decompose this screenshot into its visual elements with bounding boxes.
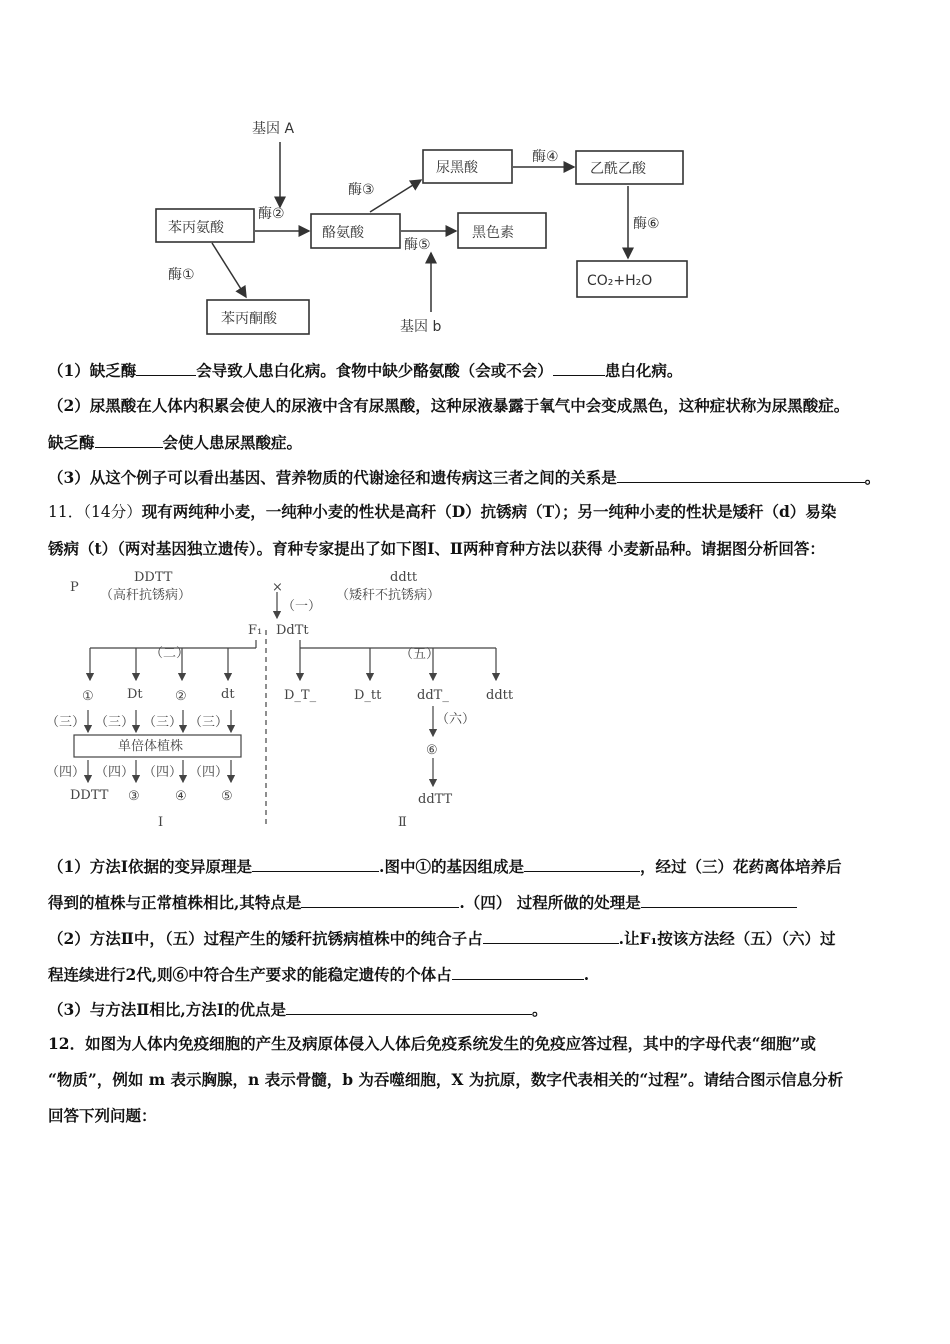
- offspring-3: ③: [128, 789, 140, 804]
- step4-label-1: （四）: [46, 765, 86, 780]
- step3-label-2: （三）: [95, 715, 135, 730]
- cross-symbol: ×: [272, 580, 283, 595]
- haploid-label: 单倍体植株: [118, 739, 184, 754]
- p-label: P: [70, 580, 79, 595]
- enzyme2-label: 酶②: [258, 206, 285, 222]
- q11-intro-line1: 11．（14分）现有两纯种小麦，一纯种小麦的性状是高秆（D）抗锈病（T）；另一纯种小麦的性状是矮秆（d）易染: [48, 502, 837, 521]
- gamete-1: ①: [82, 689, 94, 704]
- step4-label-2: （四）: [95, 765, 135, 780]
- breeding-diagram: [0, 560, 950, 840]
- parent2-genotype: ddtt: [390, 570, 418, 585]
- answer-blank[interactable]: [252, 856, 379, 872]
- gene-a-label: 基因 A: [252, 121, 295, 137]
- answer-blank[interactable]: [95, 432, 163, 448]
- parent2-phenotype: （矮秆不抗锈病）: [336, 588, 441, 603]
- q12-line1: 12．如图为人体内免疫细胞的产生及病原体侵入人体后免疫系统发生的免疫应答过程，其中的字母代表“细胞”或: [48, 1034, 816, 1053]
- f1-label: F₁: [248, 623, 263, 638]
- melanin-label: 黑色素: [472, 225, 514, 241]
- answer-blank[interactable]: [553, 360, 605, 376]
- arrow-enzyme1: [212, 243, 246, 297]
- answer-blank[interactable]: [452, 964, 584, 980]
- step2-label: （二）: [150, 646, 190, 661]
- parent1-genotype: DDTT: [134, 570, 173, 585]
- offspring-6: ⑥: [426, 743, 438, 758]
- result-4: ddtt: [486, 688, 514, 703]
- co2-label: CO₂+H₂O: [587, 273, 653, 289]
- f1-genotype: DdTt: [276, 623, 309, 638]
- q11-sub2-cont: 程连续进行2代,则⑥中符合生产要求的能稳定遗传的个体占 .: [48, 965, 590, 984]
- metabolic-pathway-diagram: [0, 0, 950, 350]
- step3-label-3: （三）: [143, 715, 183, 730]
- enzyme4-label: 酶④: [532, 149, 559, 165]
- enzyme5-label: 酶⑤: [404, 237, 431, 253]
- phenylalanine-label: 苯丙氨酸: [168, 220, 224, 236]
- method-1-label: Ⅰ: [158, 815, 164, 830]
- answer-blank[interactable]: [301, 892, 459, 908]
- step1-label: （一）: [282, 599, 322, 614]
- q10-part2-cont: 缺乏酶 会使人患尿黑酸症。: [48, 433, 303, 452]
- step6-label: （六）: [436, 712, 476, 727]
- result-2: D_tt: [354, 688, 382, 703]
- q11-sub1-cont: 得到的植株与正常植株相比,其特点是 .（四） 过程所做的处理是: [48, 892, 797, 913]
- q12-line2: “物质”，例如 m 表示胸腺，n 表示骨髓，b 为吞噬细胞，X 为抗原，数字代表相关的“过程”。请结合图示信息分析: [48, 1070, 844, 1089]
- q11-intro-line2: 锈病（t）（两对基因独立遗传）。育种专家提出了如下图Ⅰ、Ⅱ两种育种方法以获得 小麦新品种。请据图分析回答：: [48, 539, 825, 558]
- answer-blank[interactable]: [641, 892, 797, 908]
- enzyme3-label: 酶③: [348, 182, 375, 198]
- phenylpyruvic-label: 苯丙酮酸: [221, 311, 277, 327]
- offspring-4: ④: [175, 789, 187, 804]
- acetoacetic-label: 乙酰乙酸: [590, 161, 646, 177]
- step5-label: （五）: [400, 647, 440, 662]
- gamete-4: dt: [221, 687, 235, 702]
- offspring-5: ⑤: [221, 789, 233, 804]
- offspring-ddtt-i: DDTT: [70, 788, 109, 803]
- q11-sub2: （2）方法Ⅱ中，（五）过程产生的矮秆抗锈病植株中的纯合子占 .让F₁按该方法经（五）（六）过: [48, 929, 836, 948]
- q10-part1: （1）缺乏酶 会导致人患白化病。食物中缺少酪氨酸（会或不会） 患白化病。: [48, 361, 683, 380]
- homogentisic-label: 尿黑酸: [436, 160, 478, 176]
- parent1-phenotype: （高秆抗锈病）: [100, 588, 192, 603]
- step4-label-4: （四）: [189, 765, 229, 780]
- answer-blank[interactable]: [286, 999, 532, 1015]
- gamete-2: Dt: [127, 687, 143, 702]
- answer-blank[interactable]: [617, 467, 865, 483]
- enzyme6-label: 酶⑥: [633, 216, 660, 232]
- q10-part2: （2）尿黑酸在人体内积累会使人的尿液中含有尿黑酸，这种尿液暴露于氧气中会变成黑色，这种症状称为尿黑酸症。: [48, 396, 850, 415]
- result-1: D_T_: [284, 688, 317, 703]
- gamete-3: ②: [175, 689, 187, 704]
- final-genotype: ddTT: [418, 792, 453, 807]
- q12-line3: 回答下列问题：: [48, 1106, 157, 1125]
- step3-label-4: （三）: [189, 715, 229, 730]
- q10-part3: （3）从这个例子可以看出基因、营养物质的代谢途径和遗传病这三者之间的关系是 。: [48, 468, 881, 487]
- enzyme1-label: 酶①: [168, 267, 195, 283]
- arrow-enzyme3: [370, 180, 421, 212]
- gene-b-label: 基因 b: [400, 319, 442, 335]
- answer-blank[interactable]: [524, 856, 640, 872]
- step3-label-1: （三）: [46, 715, 86, 730]
- answer-blank[interactable]: [483, 928, 619, 944]
- q11-sub3: （3）与方法Ⅱ相比,方法Ⅰ的优点是 。: [48, 1000, 548, 1019]
- q11-sub1: （1）方法Ⅰ依据的变异原理是 .图中①的基因组成是 ，经过（三）花药离体培养后: [48, 857, 842, 876]
- result-3: ddT_: [417, 688, 449, 703]
- method-2-label: Ⅱ: [398, 815, 407, 830]
- tyrosine-label: 酪氨酸: [322, 225, 364, 241]
- step4-label-3: （四）: [143, 765, 183, 780]
- answer-blank[interactable]: [136, 360, 196, 376]
